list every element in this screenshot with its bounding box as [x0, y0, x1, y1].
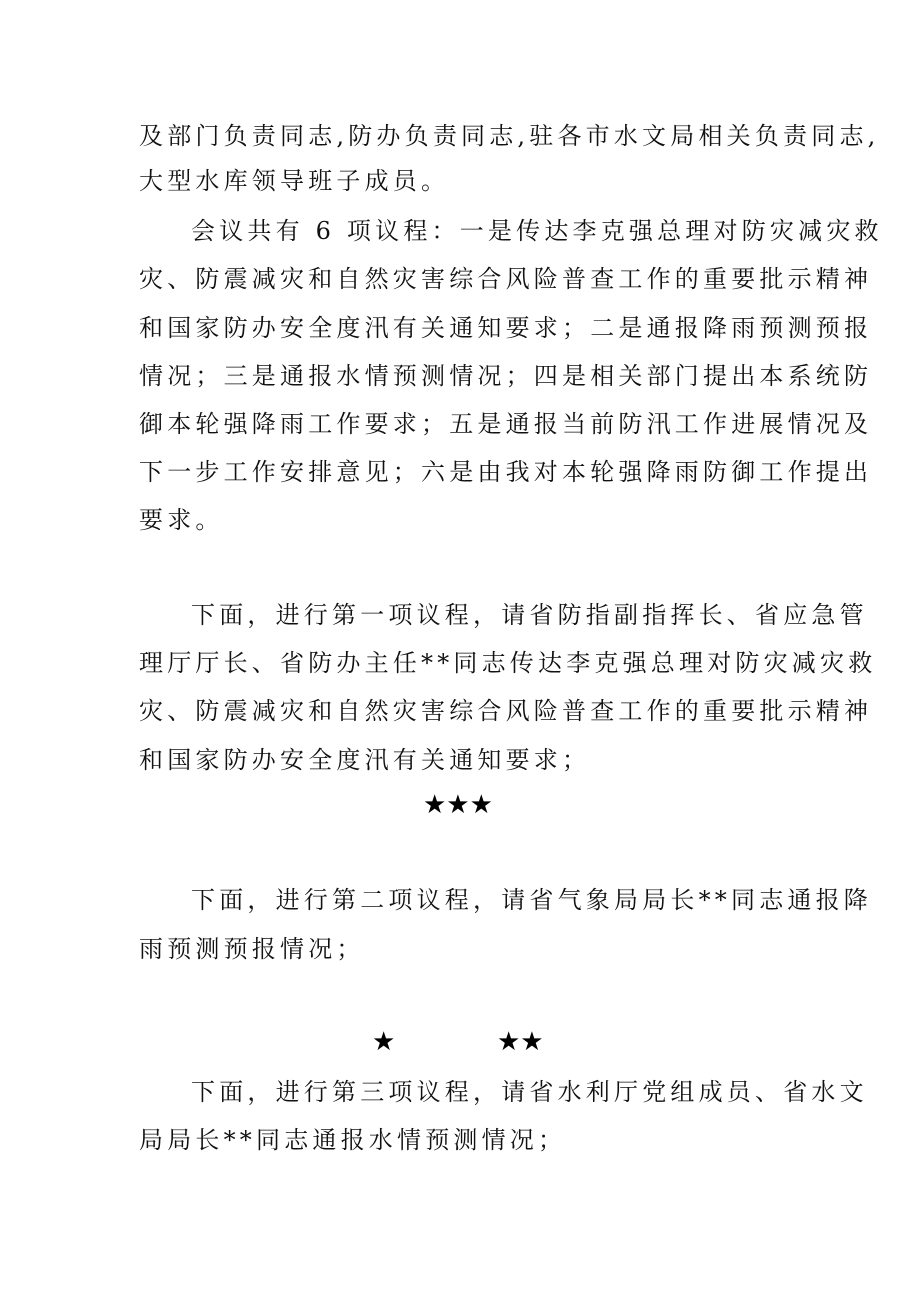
paragraph-2-line-6: 下一步工作安排意见；六是由我对本轮强降雨防御工作提出 [139, 458, 873, 486]
paragraph-2-line-5: 御本轮强降雨工作要求；五是通报当前防汛工作进展情况及 [139, 410, 873, 438]
paragraph-3-line-2: 理厅厅长、省防办主任**同志传达李克强总理对防灾减灾救 [139, 649, 877, 677]
paragraph-3-line-4: 和国家防办安全度汛有关通知要求； [139, 746, 591, 774]
paragraph-4-line-1: 下面，进行第二项议程，请省气象局局长**同志通报降 [191, 886, 872, 914]
star-separator-1: ★★★ [423, 790, 493, 820]
paragraph-2-line-7: 要求。 [139, 506, 224, 534]
star-separator-2-left: ★ [372, 1027, 396, 1057]
paragraph-5-line-2: 局局长**同志通报水情预测情况； [139, 1126, 567, 1154]
paragraph-1-line-2: 大型水库领导班子成员。 [139, 167, 450, 195]
paragraph-3-line-3: 灾、防震减灾和自然灾害综合风险普查工作的重要批示精神 [139, 697, 873, 725]
star-separator-2-right: ★★ [497, 1027, 544, 1057]
paragraph-3-line-1: 下面，进行第一项议程，请省防指副指挥长、省应急管 [191, 601, 868, 629]
paragraph-2-line-4: 情况；三是通报水情预测情况；四是相关部门提出本系统防 [139, 362, 873, 390]
paragraph-2-line-2: 灾、防震减灾和自然灾害综合风险普查工作的重要批示精神 [139, 265, 873, 293]
paragraph-2-line-3: 和国家防办安全度汛有关通知要求；二是通报降雨预测预报 [139, 314, 873, 342]
paragraph-4-line-2: 雨预测预报情况； [139, 935, 365, 963]
paragraph-2-line-1: 会议共有 6 项议程：一是传达李克强总理对防灾减灾救 [191, 217, 883, 245]
paragraph-1-line-1: 及部门负责同志,防办负责同志,驻各市水文局相关负责同志, [139, 122, 880, 150]
paragraph-5-line-1: 下面，进行第三项议程，请省水利厅党组成员、省水文 [191, 1078, 868, 1106]
